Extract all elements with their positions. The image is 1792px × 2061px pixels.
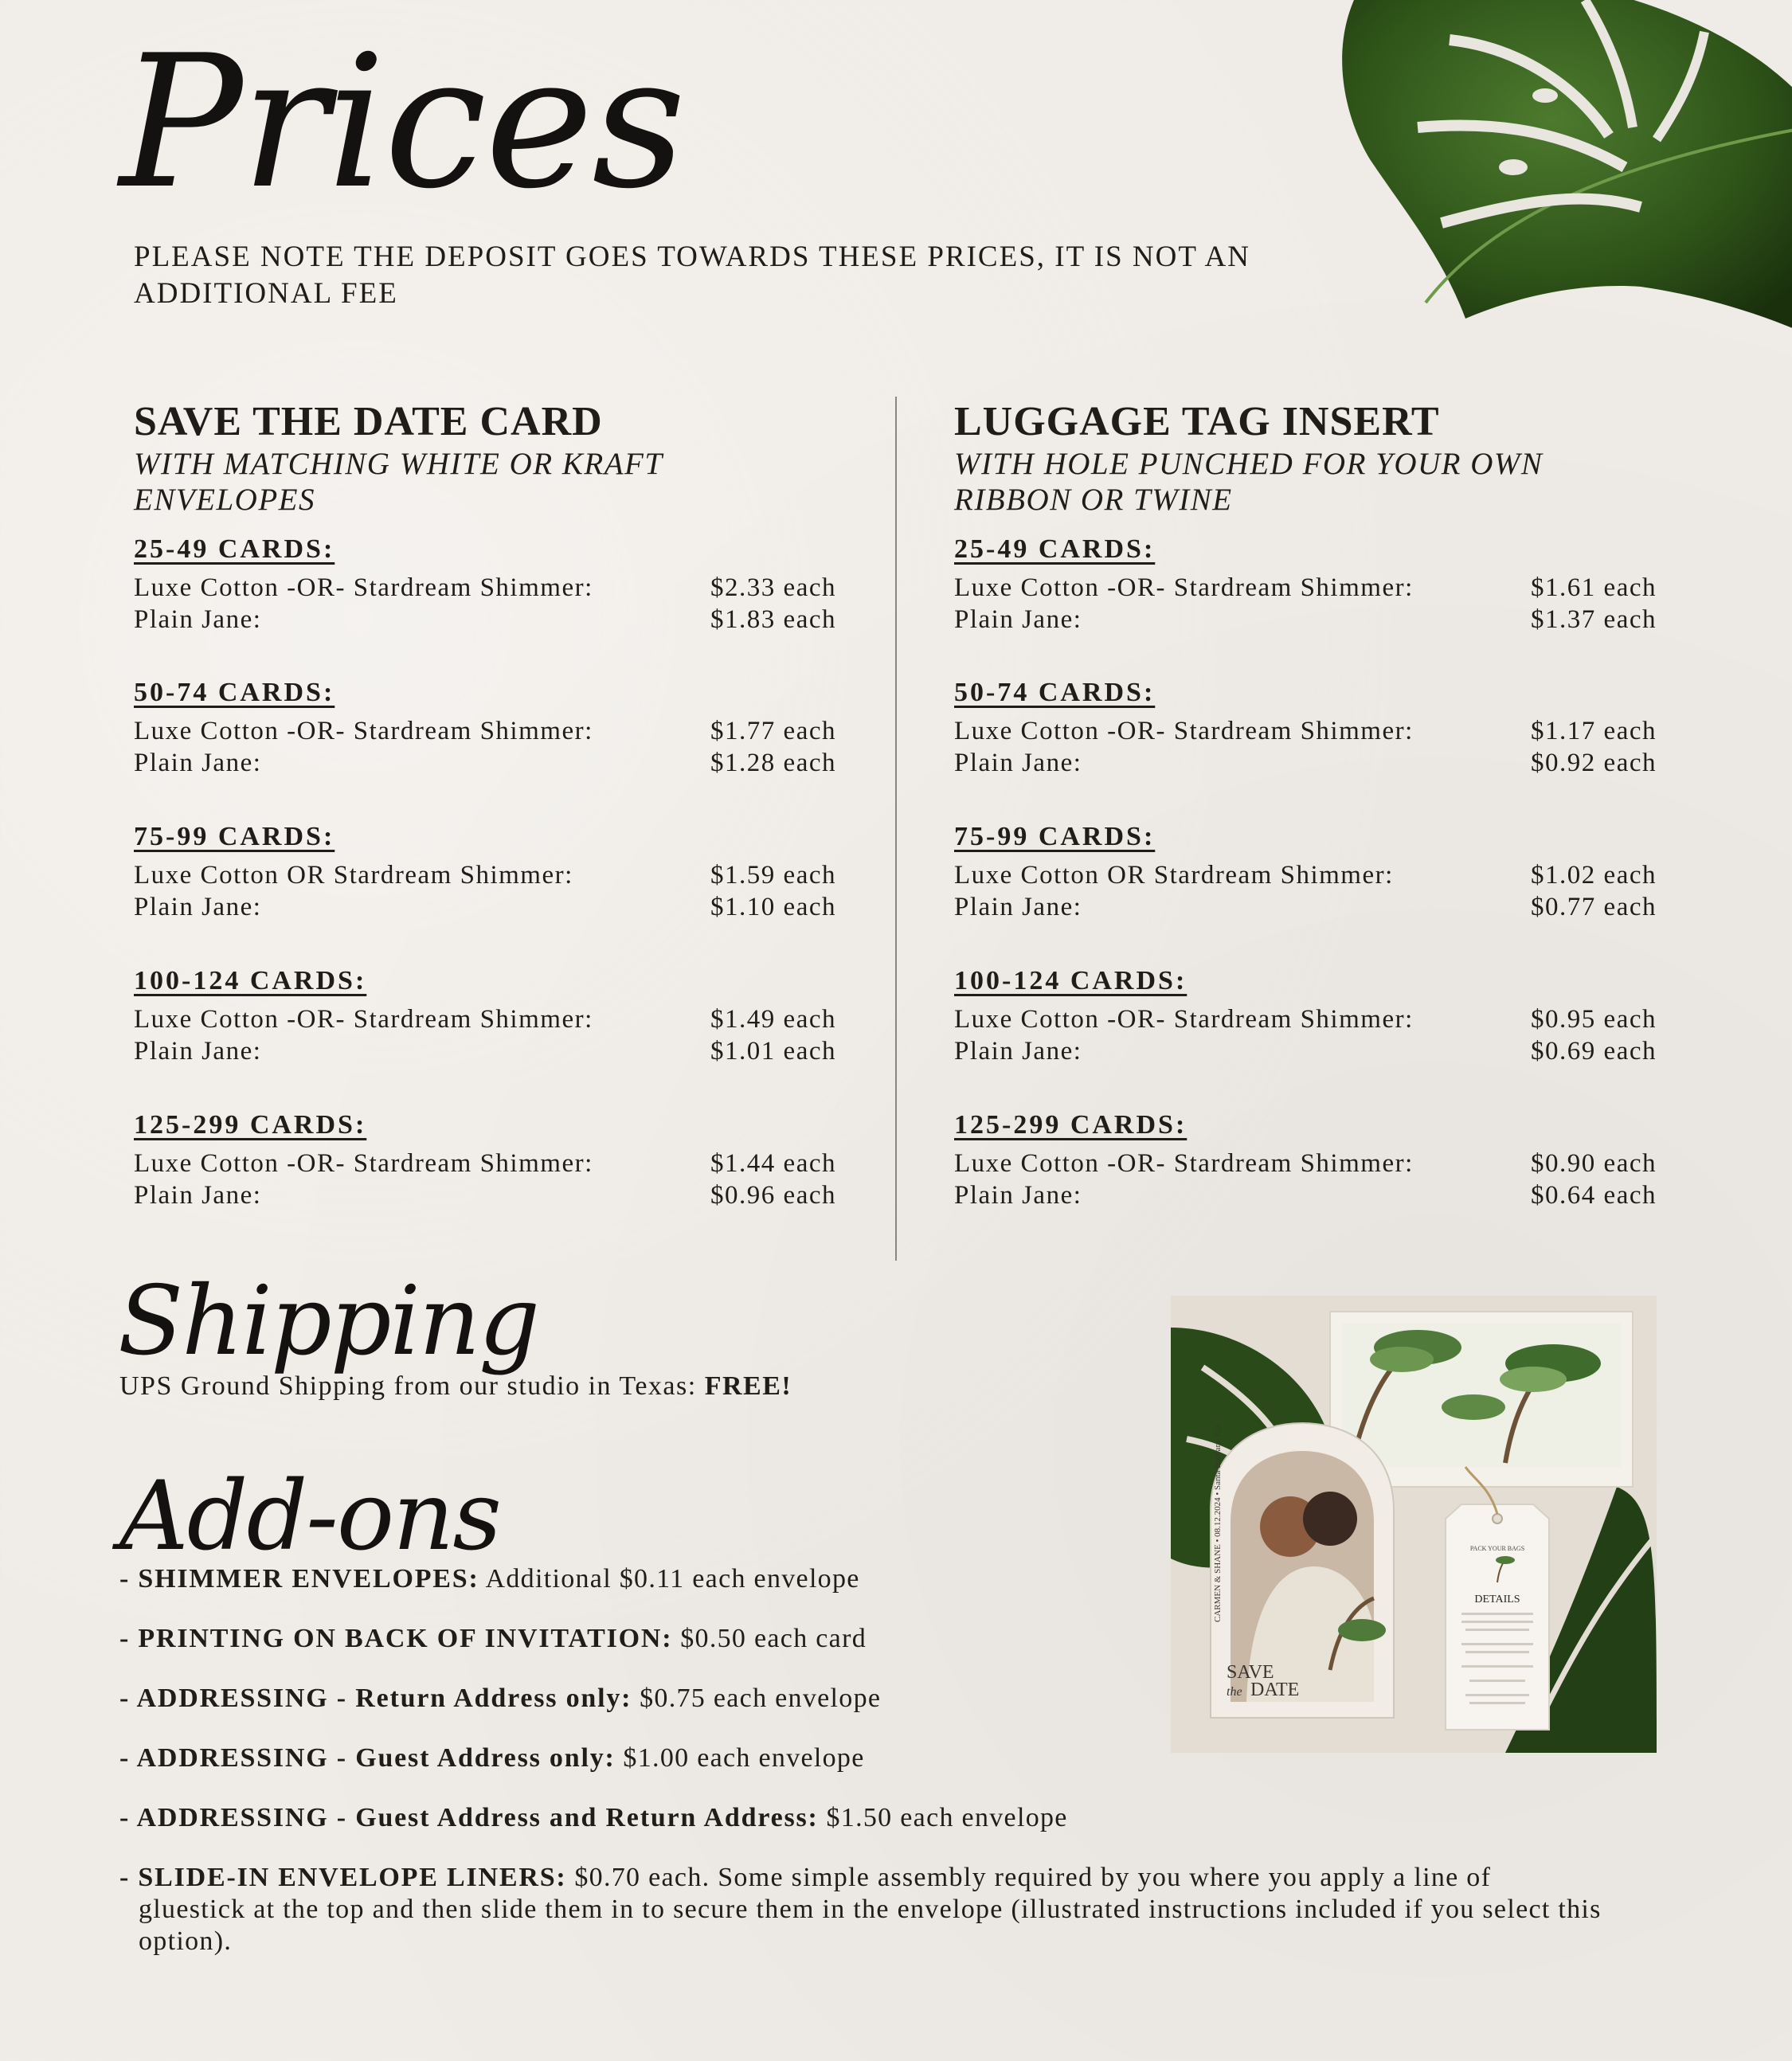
row-price: $1.49 each (710, 1005, 836, 1034)
save-text: SAVE (1227, 1662, 1274, 1683)
price-row (954, 715, 1657, 747)
price-row (954, 747, 1657, 779)
addon-name: - PRINTING ON BACK OF INVITATION: (119, 1624, 673, 1653)
row-label: Plain Jane: (134, 749, 262, 777)
price-tier (134, 532, 836, 636)
tier-heading: 100-124 CARDS: (954, 966, 1187, 995)
addon-price: Additional $0.11 each envelope (479, 1564, 860, 1594)
row-label: Luxe Cotton -OR- Stardream Shimmer: (134, 573, 593, 602)
price-tier (954, 964, 1657, 1067)
row-label: Luxe Cotton -OR- Stardream Shimmer: (954, 1149, 1414, 1178)
price-tier (954, 532, 1657, 636)
addon-price: $1.00 each envelope (615, 1743, 865, 1773)
price-row (954, 891, 1657, 923)
price-tier (954, 819, 1657, 923)
addon-price: $0.70 each. Some simple assembly required by you where you apply a line of (566, 1863, 1492, 1892)
row-price: $1.10 each (710, 893, 836, 921)
row-label: Plain Jane: (954, 1037, 1082, 1066)
row-price: $1.28 each (710, 749, 836, 777)
tier-heading: 125-299 CARDS: (954, 1110, 1187, 1140)
price-tier (954, 675, 1657, 779)
date-text: DATE (1250, 1680, 1300, 1700)
addon-price: $0.50 each card (672, 1624, 867, 1653)
row-label: Plain Jane: (134, 605, 262, 634)
price-row (954, 1179, 1657, 1211)
row-label: Luxe Cotton -OR- Stardream Shimmer: (134, 1005, 593, 1034)
price-tier (134, 1108, 836, 1211)
addon-name: - SHIMMER ENVELOPES: (119, 1564, 479, 1594)
row-label: Luxe Cotton OR Stardream Shimmer: (954, 861, 1394, 890)
price-tier (954, 1108, 1657, 1211)
arch-card-text: CARMEN & SHANE • 08.12.2024 • Santa Barbara, CA (1213, 1424, 1223, 1622)
tier-heading: 25-49 CARDS: (954, 534, 1156, 564)
row-price: $0.92 each (1531, 749, 1657, 777)
row-price: $1.02 each (1531, 861, 1657, 890)
price-row (134, 1003, 836, 1035)
row-label: Plain Jane: (134, 893, 262, 921)
price-row (134, 891, 836, 923)
price-row (954, 604, 1657, 636)
price-tier (134, 675, 836, 779)
row-label: Plain Jane: (954, 749, 1082, 777)
tier-heading: 50-74 CARDS: (954, 678, 1156, 707)
addon-name: - ADDRESSING - Guest Address only: (119, 1743, 616, 1773)
tier-heading: 125-299 CARDS: (134, 1110, 367, 1140)
row-label: Luxe Cotton -OR- Stardream Shimmer: (134, 1149, 593, 1178)
row-price: $1.37 each (1531, 605, 1657, 634)
addon-item (119, 1862, 1633, 1957)
row-price: $1.77 each (710, 717, 836, 745)
row-label: Plain Jane: (134, 1037, 262, 1066)
row-label: Luxe Cotton OR Stardream Shimmer: (134, 861, 573, 890)
addon-continuation: gluestick at the top and then slide them in to secure them in the envelope (illustrated instructions included if you select this option). (139, 1895, 1602, 1956)
row-price: $2.33 each (710, 573, 836, 602)
row-price: $1.59 each (710, 861, 836, 890)
row-price: $0.95 each (1531, 1005, 1657, 1034)
addon-price: $1.50 each envelope (818, 1803, 1068, 1832)
price-row (134, 859, 836, 891)
addon-name: - ADDRESSING - Guest Address and Return Address: (119, 1803, 819, 1832)
shipping-heading: Shipping (118, 1266, 538, 1377)
row-label: Plain Jane: (134, 1181, 262, 1210)
row-price: $1.17 each (1531, 717, 1657, 745)
row-price: $0.90 each (1531, 1149, 1657, 1178)
price-row (134, 1179, 836, 1211)
tier-heading: 75-99 CARDS: (954, 822, 1156, 851)
tier-heading: 25-49 CARDS: (134, 534, 335, 564)
row-label: Plain Jane: (954, 893, 1082, 921)
addon-item (119, 1802, 1633, 1834)
price-row (134, 1148, 836, 1179)
row-label: Luxe Cotton -OR- Stardream Shimmer: (954, 573, 1414, 602)
price-row (134, 604, 836, 636)
shipping-description: UPS Ground Shipping from our studio in Texas: (119, 1371, 705, 1401)
luggage-tag-column (954, 398, 1657, 1210)
save-the-date-column (134, 398, 836, 1210)
price-row (954, 859, 1657, 891)
price-row (134, 572, 836, 604)
column-title: LUGGAGE TAG INSERT (954, 399, 1440, 444)
tag-title: PACK YOUR BAGS (1469, 1545, 1525, 1552)
row-label: Luxe Cotton -OR- Stardream Shimmer: (954, 1005, 1414, 1034)
product-photo (1171, 1296, 1657, 1753)
tier-heading: 75-99 CARDS: (134, 822, 335, 851)
column-subtitle: WITH HOLE PUNCHED FOR YOUR OWN RIBBON OR TWINE (954, 447, 1544, 517)
row-price: $1.01 each (710, 1037, 836, 1066)
column-divider (895, 397, 897, 1261)
page-title: Prices (119, 17, 685, 229)
price-row (954, 1148, 1657, 1179)
price-row (954, 572, 1657, 604)
column-title: SAVE THE DATE CARD (134, 399, 603, 444)
price-row (134, 747, 836, 779)
row-price: $0.77 each (1531, 893, 1657, 921)
price-row (954, 1003, 1657, 1035)
tag-heading: DETAILS (1474, 1594, 1520, 1605)
addons-heading: Add-ons (119, 1461, 500, 1572)
row-price: $0.96 each (710, 1181, 836, 1210)
monstera-leaf-image (1322, 0, 1792, 334)
price-row (134, 715, 836, 747)
addon-name: - SLIDE-IN ENVELOPE LINERS: (119, 1863, 567, 1892)
row-price: $1.61 each (1531, 573, 1657, 602)
column-subtitle: WITH MATCHING WHITE OR KRAFT ENVELOPES (134, 447, 663, 517)
addon-name: - ADDRESSING - Return Address only: (119, 1684, 632, 1713)
row-price: $0.69 each (1531, 1037, 1657, 1066)
price-tier (134, 964, 836, 1067)
shipping-free-label: FREE! (704, 1371, 792, 1401)
shipping-text (119, 1371, 792, 1402)
the-text: the (1227, 1685, 1242, 1699)
row-label: Plain Jane: (954, 605, 1082, 634)
tier-heading: 50-74 CARDS: (134, 678, 335, 707)
row-label: Plain Jane: (954, 1181, 1082, 1210)
price-row (134, 1035, 836, 1067)
row-label: Luxe Cotton -OR- Stardream Shimmer: (134, 717, 593, 745)
row-price: $1.83 each (710, 605, 836, 634)
price-tier (134, 819, 836, 923)
tier-heading: 100-124 CARDS: (134, 966, 367, 995)
deposit-note: PLEASE NOTE THE DEPOSIT GOES TOWARDS THESE PRICES, IT IS NOT AN ADDITIONAL FEE (134, 241, 1250, 310)
row-label: Luxe Cotton -OR- Stardream Shimmer: (954, 717, 1414, 745)
addon-price: $0.75 each envelope (632, 1684, 882, 1713)
price-row (954, 1035, 1657, 1067)
row-price: $0.64 each (1531, 1181, 1657, 1210)
row-price: $1.44 each (710, 1149, 836, 1178)
